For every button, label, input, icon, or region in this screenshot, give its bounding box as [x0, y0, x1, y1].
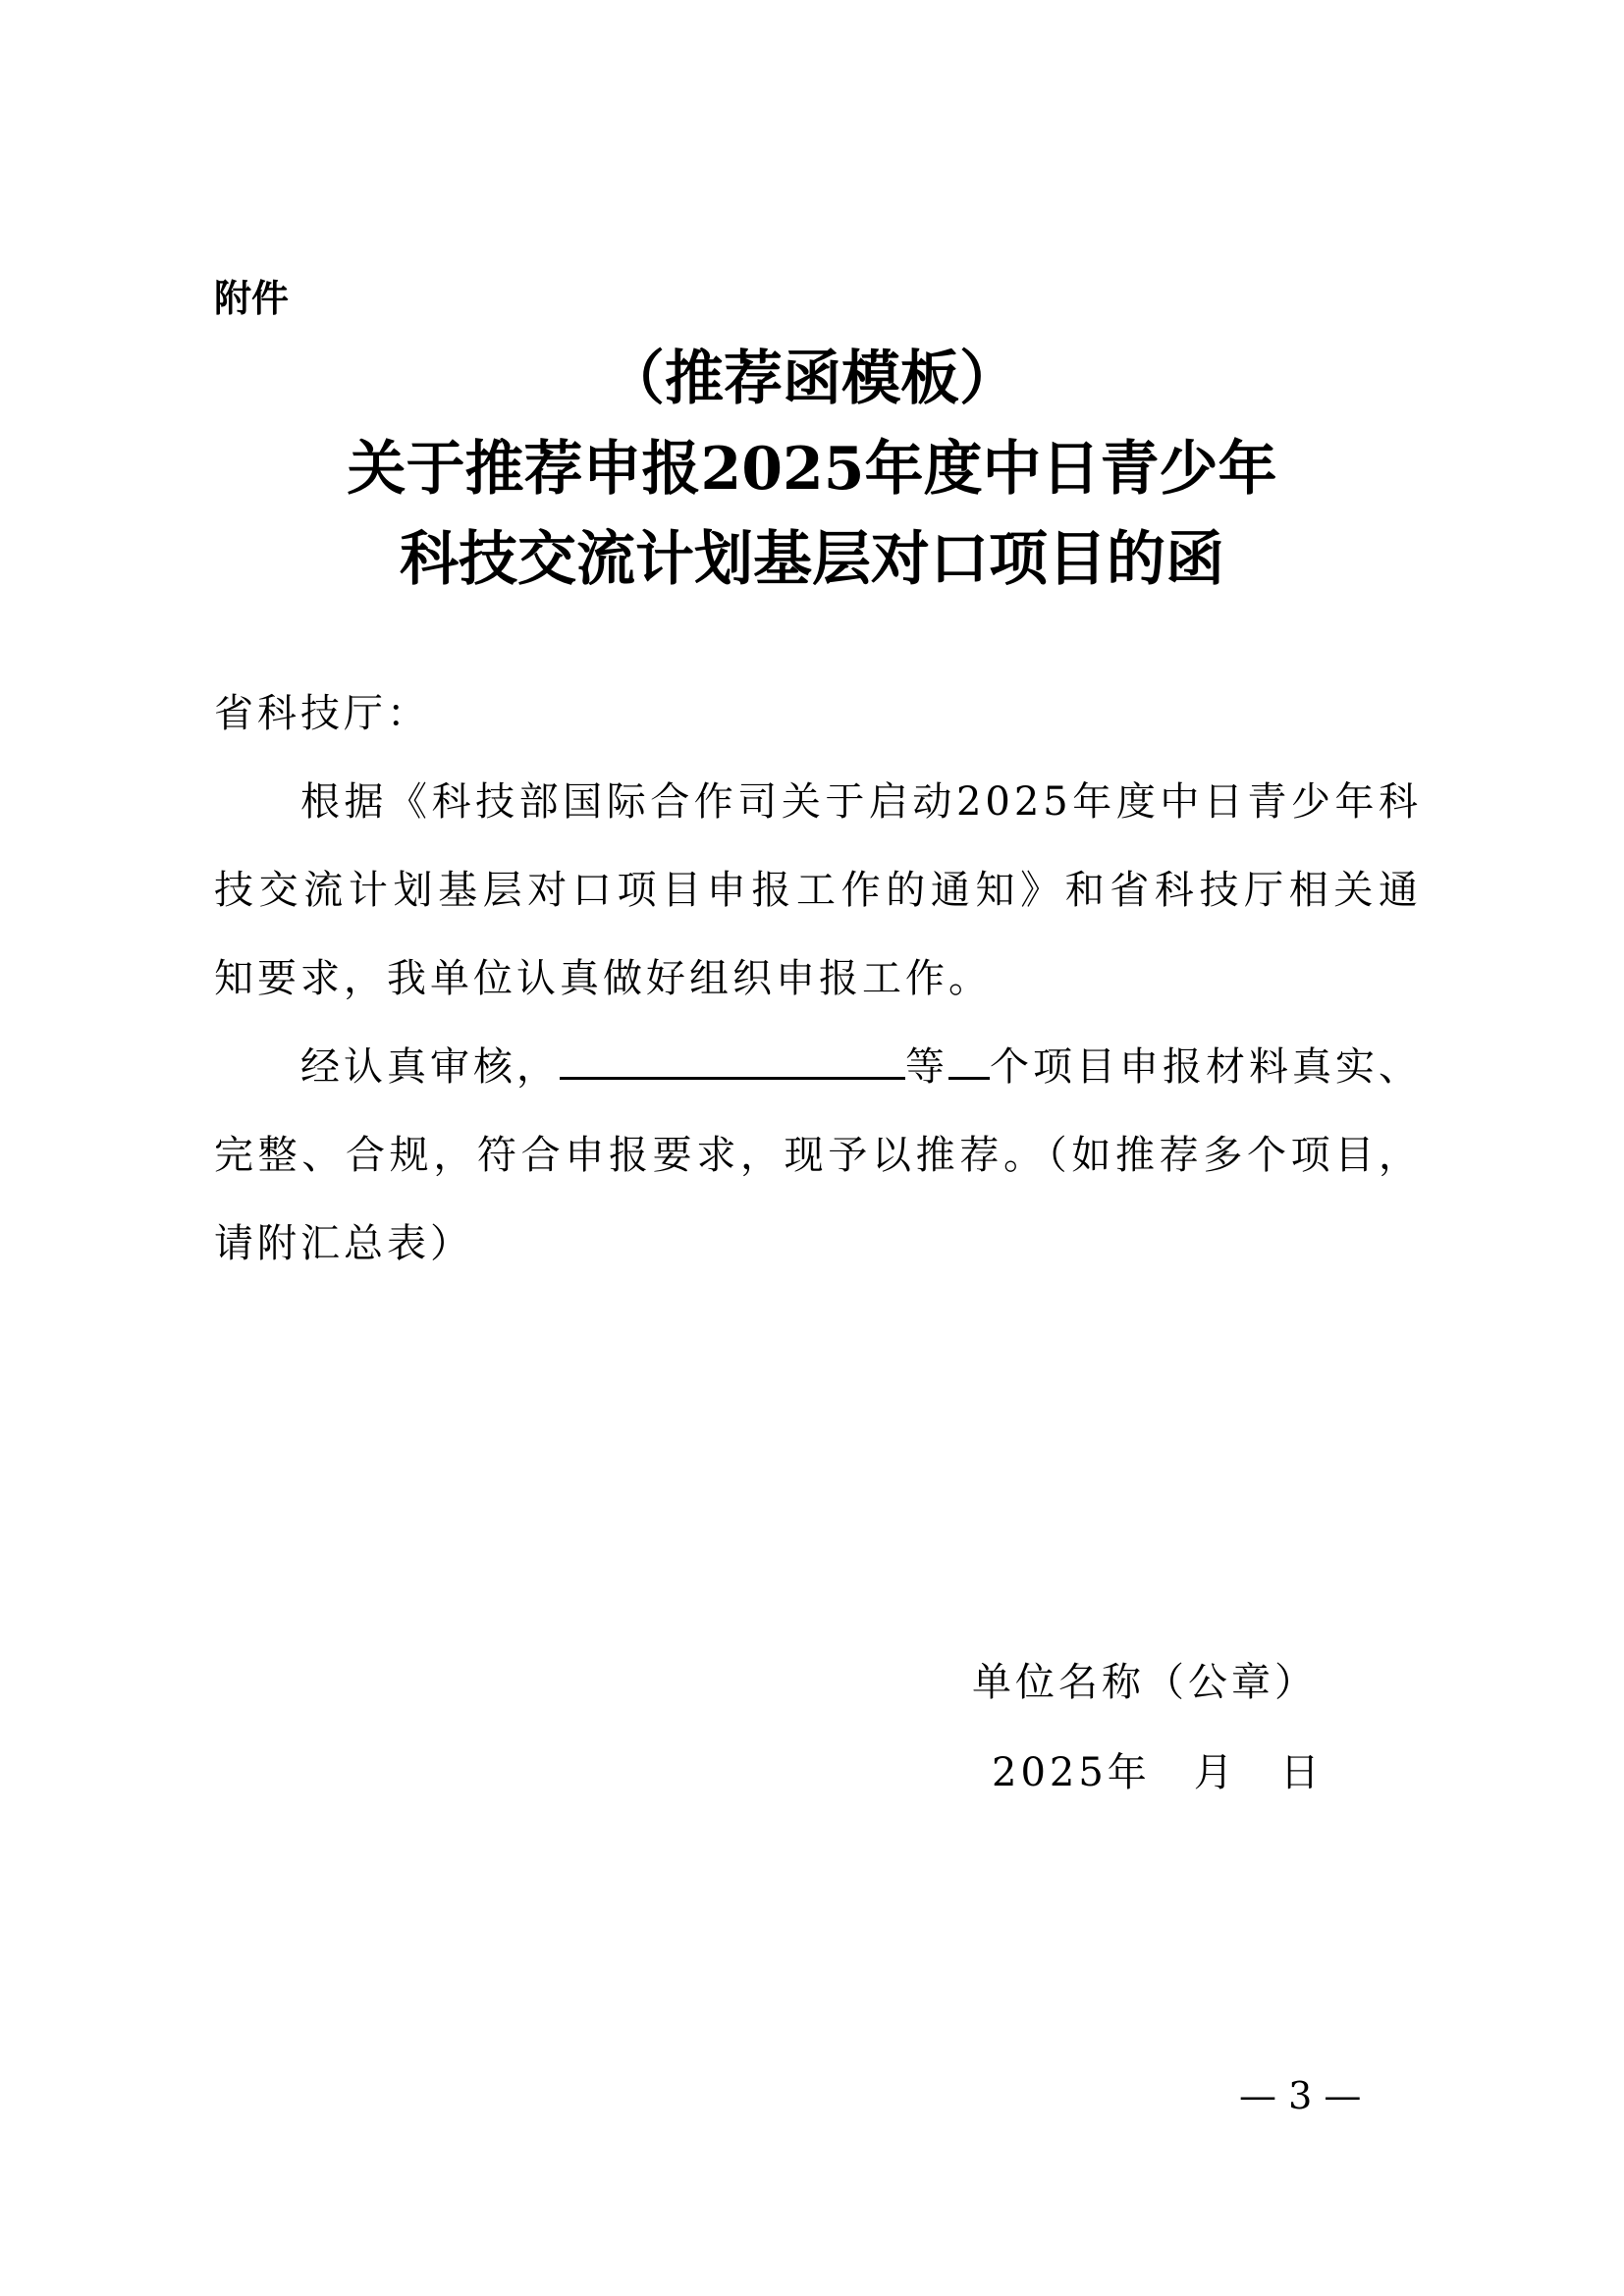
- letter-body: [214, 669, 1422, 1288]
- document-title: [214, 334, 1410, 605]
- title-line-sub: 科技交流计划基层对口项目的函: [400, 525, 1224, 594]
- paragraph-recommendation-rest: 个项目申报材料真实、完整、合规，符合申报要求，现予以推荐。（如推荐多个项目，请附汇总表）: [214, 1044, 1422, 1266]
- paragraph-recommendation-lead: 经认真审核，: [300, 1044, 560, 1090]
- attachment-label: 附件: [214, 277, 290, 320]
- paragraph-recommendation: [214, 1023, 1422, 1288]
- unit-name-seal: 单位名称（公章）: [972, 1660, 1318, 1705]
- signature-block: [972, 1637, 1384, 1818]
- title-line-main: 关于推荐申报2025年度中日青少年: [347, 435, 1277, 504]
- page-number: — 3 —: [1239, 2074, 1362, 2117]
- paragraph-basis: 根据《科技部国际合作司关于启动2025年度中日青少年科技交流计划基层对口项目申报工作的通知》和省科技厅相关通知要求，我单位认真做好组织申报工作。: [214, 779, 1422, 1001]
- title-line-template: （推荐函模板）: [606, 345, 1018, 413]
- signature-date: 2025年 月 日: [992, 1750, 1324, 1795]
- project-name-blank[interactable]: [560, 1043, 905, 1080]
- project-count-blank[interactable]: [948, 1043, 990, 1080]
- paragraph-recommendation-etc: 等: [905, 1044, 948, 1090]
- salutation: 省科技厅：: [214, 691, 430, 736]
